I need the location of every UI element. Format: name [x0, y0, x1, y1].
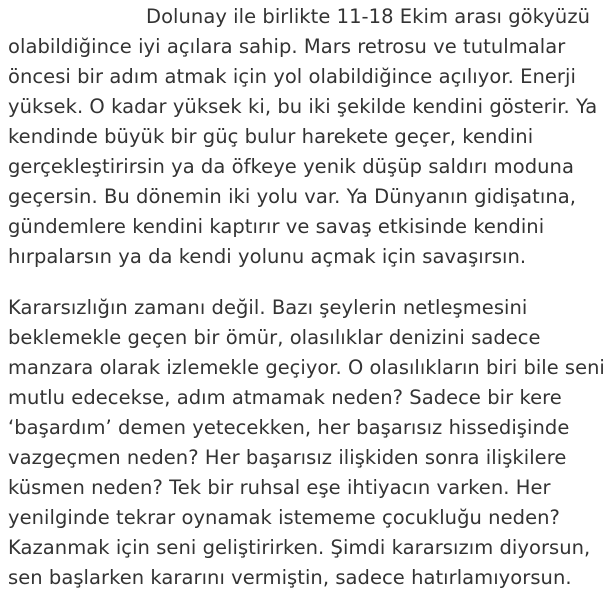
- paragraph-2-line-10: sen başlarken kararını vermiştin, sadece hatırlamıyorsun.: [8, 566, 572, 589]
- paragraph-1-line-3: öncesi bir adım atmak için yol olabildiğince açılıyor. Enerji: [8, 65, 576, 88]
- paragraph-2-line-7: küsmen neden? Tek bir ruhsal eşe ihtiyacın varken. Her: [8, 476, 551, 499]
- paragraph-1-line-9: hırpalarsın ya da kendi yolunu açmak için savaşırsın.: [8, 245, 527, 268]
- paragraph-2-line-3: manzara olarak izlemekle geçiyor. O olasılıkların biri bile seni: [8, 356, 605, 379]
- paragraph-2-line-4: mutlu edecekse, adım atmamak neden? Sadece bir kere: [8, 386, 562, 409]
- paragraph-1-line-2: olabildiğince iyi açılara sahip. Mars retrosu ve tutulmalar: [8, 35, 566, 58]
- paragraph-2-line-1: Kararsızlığın zamanı değil. Bazı şeylerin netleşmesini: [8, 296, 528, 319]
- paragraph-2-line-8: yenilginde tekrar oynamak istememe çocukluğu neden?: [8, 506, 560, 529]
- paragraph-1-line-5: kendinde büyük bir güç bulur harekete geçer, kendini: [8, 125, 534, 148]
- paragraph-1-line-7: geçersin. Bu dönemin iki yolu var. Ya Dünyanın gidişatına,: [8, 185, 576, 208]
- paragraph-1-line-6: gerçekleştirirsin ya da öfkeye yenik düşüp saldırı moduna: [8, 155, 574, 178]
- paragraph-1-line-4: yüksek. O kadar yüksek ki, bu iki şekilde kendini gösterir. Ya: [8, 95, 598, 118]
- paragraph-2-line-9: Kazanmak için seni geliştirirken. Şimdi kararsızım diyorsun,: [8, 536, 591, 559]
- paragraph-2-line-6: vazgeçmen neden? Her başarısız ilişkiden sonra ilişkilere: [8, 446, 567, 469]
- paragraph-1-line-8: gündemlere kendini kaptırır ve savaş etkisinde kendini: [8, 215, 545, 238]
- paragraph-2-line-5: ‘başardım’ demen yetecekken, her başarısız hissedişinde: [8, 416, 570, 439]
- paragraph-2-line-2: beklemekle geçen bir ömür, olasılıklar denizini sadece: [8, 326, 541, 349]
- paragraph-1-line-1: Dolunay ile birlikte 11-18 Ekim arası gökyüzü: [146, 5, 591, 28]
